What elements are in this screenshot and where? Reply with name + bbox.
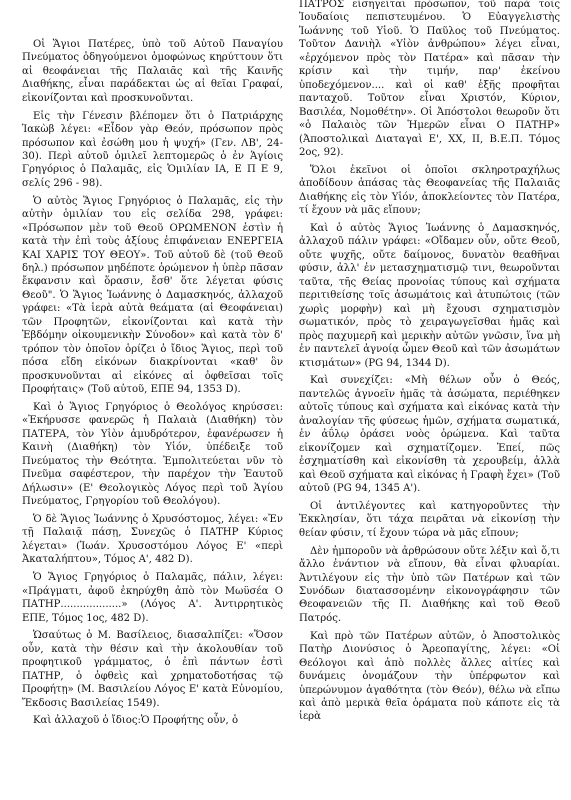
paragraph: Εἰς τὴν Γένεσιν βλέπομεν ὅτι ὁ Πατριάρχης Ἰακὼβ λέγει: «Εἶδον γὰρ Θεόν, πρόσωπον πρὸς πρόσωπον καὶ ἐσώθη μου ἡ ψυχή» (Γεν. ΛΒ', 24-30). Περὶ αὐτοῦ ὁμιλεῖ λεπτομερῶς ὁ ἐν Ἁγίοις Γρηγόριος ὁ Παλαμᾶς, εἰς Ὁμιλίαν ΙΑ, Ε Π Ε 9, σελίς 296 - 98). [22, 110, 283, 189]
paragraph: Καὶ συνεχίζει: «Μὴ θέλων οὖν ὁ Θεός, παντελῶς ἀγνοεῖν ἡμᾶς τὰ ἀσώματα, περιέθηκεν αὐτοῖς τύπους καὶ σχήματα καὶ εἰκόνας κατὰ τὴν ἀναλογίαν τῆς φύσεως ἡμῶν, σχήματα σωματικά, ἐν ἀΰλῳ ὁράσει νοὸς ὁρώμενα. Καὶ ταῦτα εἰκονίζομεν καὶ σχηματίζομεν. Ἐπεί, πῶς ἐσχηματίσθη καὶ εἰκονίσθη τὰ χερουβείμ, ἀλλὰ καὶ Θεοῦ σχήματα καὶ εἰκόνας ἡ Γραφὴ ἔχει» (Τοῦ αὐτοῦ (PG 94, 1345 Α'). [299, 375, 560, 495]
paragraph: Ὅλοι ἐκεῖνοι οἱ ὁποῖοι σκληροτραχήλως ἀποδίδουν ἁπάσας τὰς Θεοφανείας τῆς Παλαιᾶς Διαθήκης εἰς τὸν Υἱόν, ἀποκλείοντες τὸν Πατέρα, τί ἔχουν νὰ μᾶς εἴπουν; [299, 164, 560, 217]
paragraph: Ὁ δὲ Ἅγιος Ἰωάννης ὁ Χρυσόστομος, λέγει: «Ἐν τῇ Παλαιᾷ πάσῃ, Συνεχῶς ὁ ΠΑΤΗΡ Κύριος λέγεται» (Ἰωάν. Χρυσοστόμου Λόγος Ε' «περὶ Ἀκαταλήπτου», Τόμος Α', 482 D). [22, 513, 283, 566]
right-column [299, 0, 560, 800]
paragraph: Καὶ πρὸ τῶν Πατέρων αὐτῶν, ὁ Ἀποστολικὸς Πατὴρ Διονύσιος ὁ Ἀρεοπαγίτης, λέγει: «Οἱ Θεόλογοι καὶ ἀπὸ πολλὲς ἄλλες αἰτίες καὶ δυνάμεις ὀνομάζουν τὴν ὑπέρφωτον καὶ ὑπερώνυμον ἀγαθότητα (τὸν Θεόν), θέλω νὰ εἴπω καὶ ἀπὸ μερικὰ θεῖα ὁράματα ποὺ κάποτε εἰς τὰ ἱερὰ [299, 630, 560, 723]
paragraph: Οἱ ἀντιλέγοντες καὶ κατηγοροῦντες τὴν Ἐκκλησίαν, ὅτι τάχα πειρᾶται νὰ εἰκονίσῃ τὴν θείαν φύσιν, τί ἔχουν τώρα νὰ μᾶς εἴπουν; [299, 500, 560, 539]
paragraph: Δὲν ἠμποροῦν νὰ ἀρθρώσουν οὔτε λέξιν καὶ ὅ,τι ἄλλο ἐνάντιον νὰ εἴπουν, θὰ εἶναι φλυαρίαι. Ἀντιλέγουν εἰς τὴν ὑπὸ τῶν Πατέρων καὶ τῶν Συνόδων διατασσομένην εἰκονογράφησιν τῶν Θεοφανειῶν τῆς Π. Διαθήκης καὶ τοῦ Θεοῦ Πατρός. [299, 545, 560, 624]
paragraph: ΠΑΤΡΟΣ εἰσηγεῖται πρόσωπον, τοῦ παρὰ τοῖς Ἰουδαίοις πεπιστευμένου. Ὁ Εὐαγγελιστὴς Ἰωάννης τοῦ Υἱοῦ. Ὁ Παῦλος τοῦ Πνεύματος. Τοῦτον Δανιὴλ «Υἱὸν ἀνθρώπου» λέγει εἶναι, «ἐρχόμενον πρὸς τὸν Πατέρα» καὶ πᾶσαν τὴν κρίσιν καὶ τὴν τιμήν, παρ' ἐκείνου ὑποδεχόμενον.... καὶ οἱ καθ' ἑξῆς προφῆται πανταχοῦ. Τοῦτον εἶναι Χριστόν, Κύριον, Βασιλέα, Νομοθέτην». Οἱ Ἀπόστολοι θεωροῦν ὅτι «ὁ Παλαιὸς τῶν Ἡμερῶν εἶναι Ο ΠΑΤΗΡ» (Ἀποστολικαὶ Διαταγαὶ Ε', ΧΧ, ΙΙ, Β.Ε.Π. Τόμος 2ος, 92). [299, 0, 560, 158]
paragraph: Ὁ αὐτὸς Ἅγιος Γρηγόριος ὁ Παλαμᾶς, εἰς τὴν αὐτὴν ὁμιλίαν του εἰς σελίδα 298, γράφει: «Πρόσωπον μὲν τοῦ Θεοῦ ΟΡΩΜΕΝΟΝ ἐστὶν ἡ κατὰ τὴν ἐπὶ τοὺς ἀξίους ἐπιφάνειαν ΕΝΕΡΓΕΙΑ ΚΑΙ ΧΑΡΙΣ ΤΟΥ ΘΕΟΥ». Τοῦ αὐτοῦ δὲ (τοῦ Θεοῦ δηλ.) πρόσωπον μηδέποτε ὁρώμενον ἡ ὑπὲρ πᾶσαν ἔκφανσιν καὶ ὅρασιν, ἔσθ' ὅτε λέγεται φύσις Θεοῦ". Ὁ Ἅγιος Ἰωάννης ὁ Δαμασκηνός, ἀλλαχοῦ γράφει: «Τὰ ἱερὰ αὐτὰ θεάματα (αἱ Θεοφάνειαι) τῶν Προφητῶν, εἰκονίζονται καὶ κατὰ τὴν Ἑβδόμην οἰκουμενικὴν Σύνοδον» καὶ κατὰ τὸν δ' τρόπον τὸν ὁποῖον ὁρίζει ὁ ἴδιος Ἅγιος, περὶ τοῦ πόσα εἴδη εἰκόνων διακρίνονται «καθ' ὃν προσκυνοῦνται αἱ εἰκόνες αἱ ὀφθεῖσαι τοῖς Προφήταις» (Τοῦ αὐτοῦ, ΕΠΕ 94, 1353 D). [22, 195, 283, 396]
paragraph: Οἱ Ἅγιοι Πατέρες, ὑπὸ τοῦ Αὐτοῦ Παναγίου Πνεύματος ὁδηγούμενοι ὁμοφώνως κηρύττουν ὅτι αἱ θεοφάνειαι τῆς Παλαιᾶς καὶ τῆς Καινῆς Διαθήκης, εἶναι παράδεκται ὡς αἱ θεῖαι Γραφαί, εἰκονίζονται καὶ προσκυνοῦνται. [22, 39, 283, 104]
left-column [22, 38, 283, 800]
paragraph: Καὶ ἀλλαχοῦ ὁ ἴδιος:Ὁ Προφήτης οὖν, ὁ [33, 715, 239, 727]
paragraph: Ὁ Ἅγιος Γρηγόριος ὁ Παλαμᾶς, πάλιν, λέγει: «Πράγματι, ἀφοῦ ἐκηρύχθη ἀπὸ τὸν Μωϋσέα Ο ΠΑΤΗΡ...................» (Λόγος Α'. Ἀντιρρητικὸς ΕΠΕ, Τόμος 1ος, 482 D). [22, 572, 283, 624]
paragraph: Καὶ ὁ Ἅγιος Γρηγόριος ὁ Θεολόγος κηρύσσει: «Ἐκήρυσσε φανερῶς ἡ Παλαιὰ (Διαθήκη) τὸν ΠΑΤΕΡΑ, τὸν Υἱὸν ἀμυδρότερον, ἐφανέρωσεν ἡ Καινὴ (Διαθήκη) τὸν Υἱόν, ὑπέδειξε τοῦ Πνεύματος τὴν Θεότητα. Ἐμπολιτεύεται νῦν τὸ Πνεῦμα σαφέστερον, τὴν παρέχον τὴν Ἑαυτοῦ Δήλωσιν» (Ε' Θεολογικὸς Λόγος περὶ τοῦ Ἁγίου Πνεύματος, Γρηγορίου τοῦ Θεολόγου). [22, 401, 283, 508]
paragraph: Ὡσαύτως ὁ Μ. Βασίλειος, διασαλπίζει: «Ὅσον οὖν, κατὰ τὴν θέσιν καὶ τὴν ἀκολουθίαν τοῦ προφητικοῦ γράμματος, ὁ ἐπὶ πάντων ἐστὶ ΠΑΤΗΡ, ὁ ὀφθεὶς καὶ χρηματοδοτήσας τῷ Προφήτῃ» (Μ. Βασιλείου Λόγος Ε' κατὰ Εὐνομίου, Ἔκδοσις Βασιλείας 1549). [22, 630, 283, 709]
paragraph: Καὶ ὁ αὐτὸς Ἅγιος Ἰωάννης ὁ Δαμασκηνός, ἀλλαχοῦ πάλιν γράφει: «Οἴδαμεν οὖν, οὔτε Θεοῦ, οὔτε ψυχῆς, οὔτε δαίμονος, δυνατὸν θεαθῆναι φύσιν, ἀλλ' ἐν μετασχηματισμῷ τινι, θεωροῦνται ταῦτα, τῆς Θείας προνοίας τύπους καὶ σχήματα περιτιθείσης τοῖς ἀσωμάτοις καὶ ἀτυπώτοις (τῶν χωρὶς μορφὴν) καὶ μὴ ἔχουσι σχηματισμὸν σωματικόν, πρὸς τὸ χειραγωγεῖσθαι ἡμᾶς καὶ πρὸς παχυμερῆ καὶ μερικὴν αὐτῶν γνῶσιν, ἵνα μὴ ἐν παντελεῖ ἀγνοίᾳ ὦμεν Θεοῦ καὶ τῶν ἀσωμάτων κτισμάτων» (PG 94, 1344 D). [299, 223, 560, 369]
